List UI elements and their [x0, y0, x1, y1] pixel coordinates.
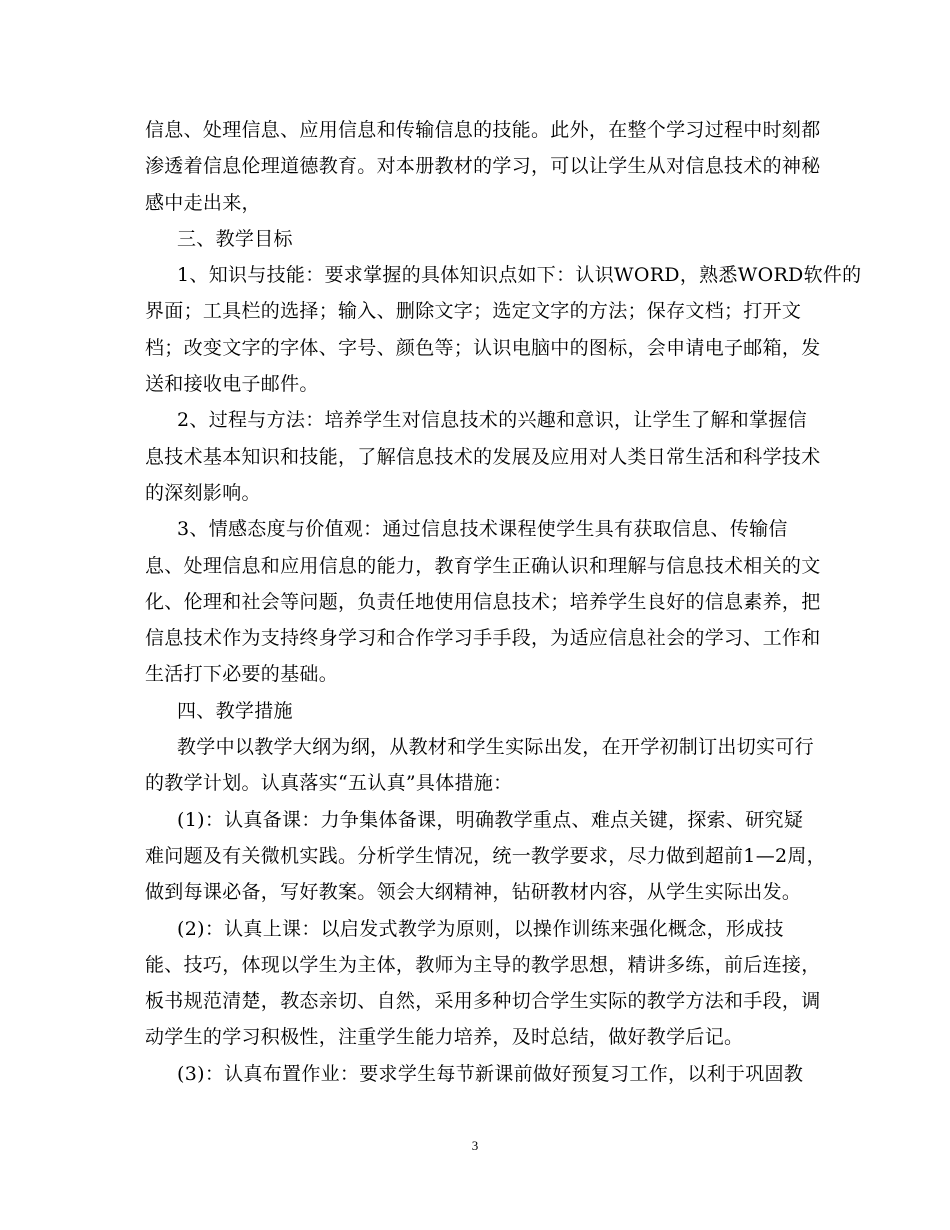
- body-line: 的深刻影响。: [145, 481, 261, 504]
- body-line: 的教学计划。认真落实“五认真”具体措施：: [145, 772, 513, 795]
- body-line: 息、处理信息和应用信息的能力，教育学生正确认识和理解与信息技术相关的文: [145, 554, 821, 577]
- body-line: 息技术基本知识和技能，了解信息技术的发展及应用对人类日常生活和科学技术: [145, 445, 821, 468]
- body-line: 送和接收电子邮件。: [145, 373, 319, 396]
- body-line: 生活打下必要的基础。: [145, 663, 339, 686]
- body-line: 档；改变文字的字体、字号、颜色等；认识电脑中的图标，会申请电子邮箱，发: [145, 336, 821, 359]
- section-heading-objectives: 三、教学目标: [177, 227, 293, 250]
- body-line: 动学生的学习积极性，注重学生能力培养，及时总结，做好教学后记。: [145, 1026, 744, 1049]
- body-line: 界面；工具栏的选择；输入、删除文字；选定文字的方法；保存文档；打开文: [145, 300, 802, 323]
- section-heading-measures: 四、教学措施: [177, 699, 293, 722]
- body-line: 板书规范清楚，教态亲切、自然，采用多种切合学生实际的教学方法和手段，调: [145, 990, 821, 1013]
- body-line: 信息、处理信息、应用信息和传输信息的技能。此外，在整个学习过程中时刻都: [145, 119, 821, 141]
- body-line: (2)：认真上课：以启发式教学为原则，以操作训练来强化概念，形成技: [177, 917, 784, 940]
- body-line: 2、过程与方法：培养学生对信息技术的兴趣和意识，让学生了解和掌握信: [177, 409, 807, 432]
- body-line: 化、伦理和社会等问题，负责任地使用信息技术；培养学生良好的信息素养，把: [145, 590, 821, 613]
- document-body: [145, 112, 862, 1092]
- body-line: (1)：认真备课：力争集体备课，明确教学重点、难点关键，探索、研究疑: [177, 808, 804, 831]
- body-line: 渗透着信息伦理道德教育。对本册教材的学习，可以让学生从对信息技术的神秘: [145, 155, 821, 178]
- page-number: 3: [471, 1138, 479, 1153]
- body-line: 做到每课必备，写好教案。领会大纲精神，钻研教材内容，从学生实际出发。: [145, 881, 802, 904]
- body-line: 3、情感态度与价值观：通过信息技术课程使学生具有获取信息、传输信: [177, 518, 788, 541]
- body-line: 难问题及有关微机实践。分析学生情况，统一教学要求，尽力做到超前1—2周，: [145, 844, 826, 867]
- body-line: 教学中以教学大纲为纲，从教材和学生实际出发，在开学初制订出切实可行: [177, 736, 814, 759]
- body-line: 1、知识与技能：要求掌握的具体知识点如下：认识WORD，熟悉WORD软件的: [177, 264, 862, 287]
- body-line: 能、技巧，体现以学生为主体，教师为主导的教学思想，精讲多练，前后连接，: [145, 953, 821, 976]
- body-line: 信息技术作为支持终身学习和合作学习手手段，为适应信息社会的学习、工作和: [145, 627, 821, 650]
- body-line: (3)：认真布置作业：要求学生每节新课前做好预复习工作，以利于巩固教: [177, 1062, 804, 1085]
- body-line: 感中走出来，: [145, 191, 261, 214]
